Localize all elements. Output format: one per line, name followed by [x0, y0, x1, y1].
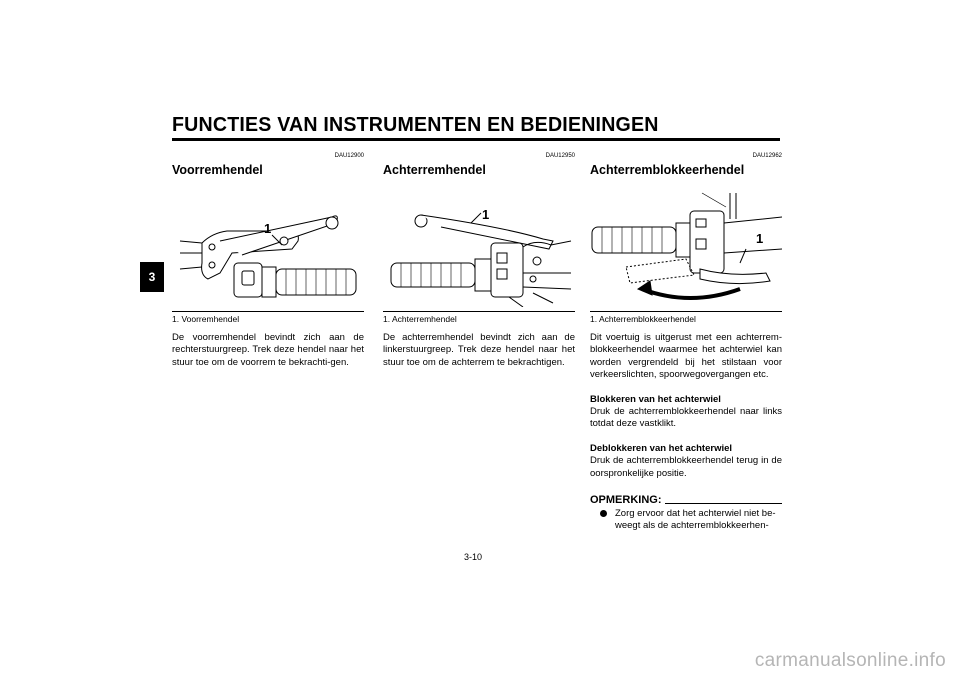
lock-heading: Blokkeren van het achterwiel: [590, 393, 721, 405]
callout-number: 1: [756, 231, 764, 246]
page-title: FUNCTIES VAN INSTRUMENTEN EN BEDIENINGEN: [172, 114, 659, 136]
figure-caption: 1. Voorremhendel: [172, 314, 240, 324]
lock-text: Druk de achterremblokkeerhendel naar links totdat deze vastklikt.: [590, 406, 782, 430]
section-rear-brake: [383, 152, 575, 369]
chapter-tab[interactable]: 3: [140, 262, 164, 292]
section-heading: Achterremhendel: [383, 163, 486, 177]
section-code: DAU12900: [334, 153, 364, 159]
rear-brake-illustration: [383, 183, 575, 307]
section-code: DAU12962: [752, 153, 782, 159]
bullet-icon: [600, 510, 607, 517]
unlock-text: Druk de achterremblokkeerhendel terug in de oorspronkelijke positie.: [590, 455, 782, 479]
parking-brake-illustration: [590, 183, 782, 307]
caption-divider: [590, 311, 782, 312]
section-heading: Voorremhendel: [172, 163, 263, 177]
caption-divider: [172, 311, 364, 312]
note-header: [590, 494, 782, 506]
section-parking-brake-lock: [590, 152, 782, 533]
section-body: De achterremhendel bevindt zich aan de linkerstuurgreep. Trek deze hendel naar het stuur toe om de achterrem te bekrachtigen.: [383, 332, 575, 368]
watermark[interactable]: carmanualsonline.info: [754, 650, 946, 671]
front-brake-illustration: [172, 183, 364, 307]
caption-divider: [383, 311, 575, 312]
section-body: De voorremhendel bevindt zich aan de rechterstuurgreep. Trek deze hendel naar het stuur toe om de voorrem te bekrachti-gen.: [172, 332, 364, 368]
note-bullet-text: Zorg ervoor dat het achterwiel niet be-weegt als de achterremblokkeerhen-: [615, 508, 776, 532]
unlock-heading: Deblokkeren van het achterwiel: [590, 442, 733, 454]
section-body: Dit voertuig is uitgerust met een achterrem-blokkeerhendel waarmee het achterwiel kan worden vergrendeld bij het stilstaan voor verkeerslichten, spoorwegovergangen etc.: [590, 332, 782, 381]
figure-caption: 1. Achterremblokkeerhendel: [590, 314, 696, 324]
page-number: 3-10: [464, 552, 483, 562]
section-heading: Achterremblokkeerhendel: [590, 163, 745, 177]
title-rule: [172, 138, 780, 141]
callout-number: 1: [482, 207, 490, 222]
callout-number: 1: [264, 221, 272, 236]
section-front-brake: [172, 152, 364, 369]
note-bullet: [590, 508, 782, 533]
figure-caption: 1. Achterremhendel: [383, 314, 457, 324]
note-rule: [665, 503, 783, 504]
section-code: DAU12950: [545, 153, 575, 159]
note-heading: OPMERKING:: [590, 494, 662, 507]
